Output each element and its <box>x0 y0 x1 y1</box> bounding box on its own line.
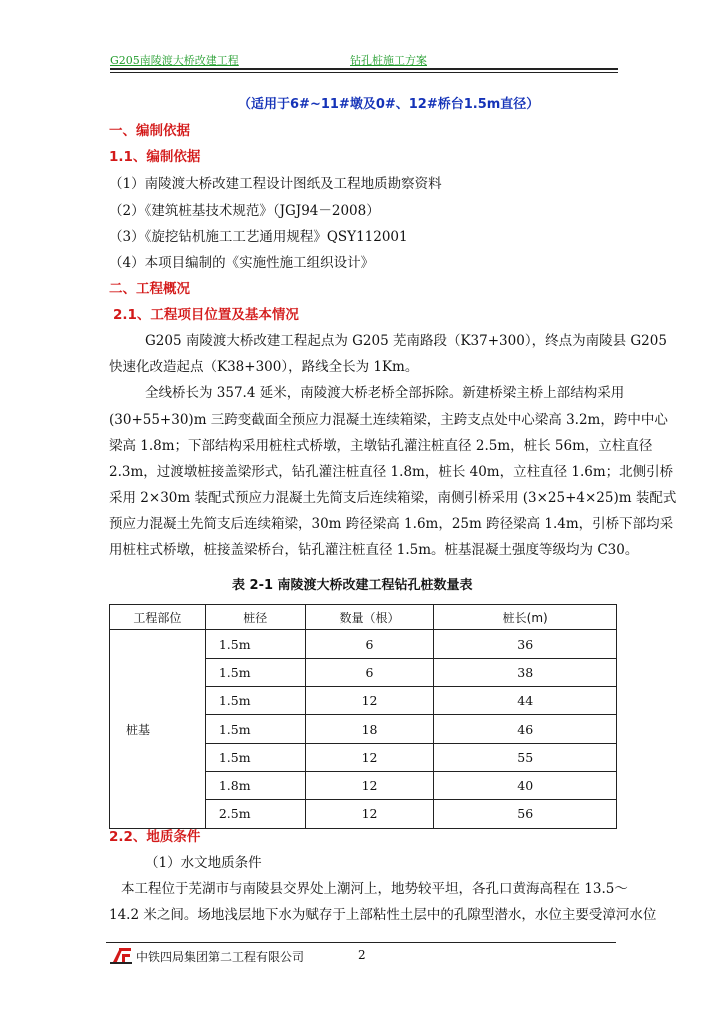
pile-quantity-table <box>109 604 617 829</box>
page-number: 2 <box>358 948 366 962</box>
table-caption: 表 2-1 南陵渡大桥改建工程钻孔桩数量表 <box>232 578 473 593</box>
para2-line-4: 2.3m，过渡墩桩接盖梁形式，钻孔灌注桩直径 1.8m，桩长 40m，立柱直径 1.6m；北侧引桥 <box>109 464 674 480</box>
col-header-diameter: 桩径 <box>205 605 305 630</box>
para2-line-7: 用桩柱式桥墩，桩接盖梁桥台，钻孔灌注桩直径 1.5m。桩基混凝土强度等级均为 C30。 <box>109 542 639 558</box>
para2-line-2: (30+55+30)m 三跨变截面全预应力混凝土连续箱梁，主跨支点处中心梁高 3.2m，跨中中心 <box>109 412 668 428</box>
section-2-heading: 二、工程概况 <box>109 281 190 297</box>
section-1-1-heading: 1.1、编制依据 <box>109 149 201 165</box>
cell-count: 12 <box>305 743 434 771</box>
cell-count: 6 <box>305 659 434 687</box>
section-2-2-heading: 2.2、地质条件 <box>109 829 201 845</box>
footer-company-name: 中铁四局集团第二工程有限公司 <box>136 950 305 964</box>
cell-diameter: 1.5m <box>205 630 305 659</box>
cell-diameter: 1.5m <box>205 743 305 771</box>
cell-count: 12 <box>305 687 434 715</box>
col-header-part: 工程部位 <box>110 605 206 630</box>
section-2-1-heading: 2.1、工程项目位置及基本情况 <box>113 307 299 323</box>
basis-item-3: （3）《旋挖钻机施工工艺通用规程》QSY112001 <box>109 229 408 245</box>
cell-count: 6 <box>305 630 434 659</box>
cell-length: 38 <box>434 659 617 687</box>
section-1-heading: 一、编制依据 <box>109 123 190 139</box>
cell-count: 12 <box>305 771 434 799</box>
basis-item-4: （4）本项目编制的《实施性施工组织设计》 <box>109 255 375 271</box>
cell-diameter: 2.5m <box>205 799 305 828</box>
table-row <box>110 630 617 659</box>
cell-length: 56 <box>434 799 617 828</box>
cell-diameter: 1.5m <box>205 687 305 715</box>
header-project-name: G205南陵渡大桥改建工程 <box>110 54 239 67</box>
scope-note: （适用于6#~11#墩及0#、12#桥台1.5m直径） <box>238 97 540 112</box>
cell-diameter: 1.8m <box>205 771 305 799</box>
cell-length: 36 <box>434 630 617 659</box>
header-rule-thin <box>110 72 618 73</box>
para1-line-2: 快速化改造起点（K38+300），路线全长为 1Km。 <box>109 359 419 375</box>
footer-rule <box>106 942 616 943</box>
para2-line-3: 梁高 1.8m；下部结构采用桩柱式桥墩，主墩钻孔灌注桩直径 2.5m，桩长 56m，立柱直径 <box>109 438 653 454</box>
cell-length: 40 <box>434 771 617 799</box>
cell-length: 46 <box>434 715 617 743</box>
table-header-row <box>110 605 617 630</box>
para3-line-2: 14.2 米之间。场地浅层地下水为赋存于上部粘性土层中的孔隙型潜水，水位主要受漳河水位 <box>109 907 657 923</box>
group-label-pile: 桩基 <box>110 630 206 829</box>
basis-item-1: （1）南陵渡大桥改建工程设计图纸及工程地质勘察资料 <box>109 176 442 192</box>
header-doc-title: 钻孔桩施工方案 <box>350 54 427 67</box>
basis-item-2: （2）《建筑桩基技术规范》（JGJ94－2008） <box>109 203 380 219</box>
cell-length: 55 <box>434 743 617 771</box>
para1-line-1: G205 南陵渡大桥改建工程起点为 G205 芜南路段（K37+300），终点为南陵县 G205 <box>145 333 667 349</box>
cell-length: 44 <box>434 687 617 715</box>
para2-line-5: 采用 2×30m 装配式预应力混凝土先简支后连续箱梁，南侧引桥采用 (3×25+4×25)m 装配式 <box>109 490 677 506</box>
para2-line-6: 预应力混凝土先简支后连续箱梁，30m 跨径梁高 1.6m，25m 跨径梁高 1.4m，引桥下部均采 <box>109 516 674 532</box>
hydro-geology-item: （1）水文地质条件 <box>145 855 262 871</box>
cell-diameter: 1.5m <box>205 715 305 743</box>
company-logo-icon <box>110 946 132 966</box>
cell-count: 18 <box>305 715 434 743</box>
para2-line-1: 全线桥长为 357.4 延米，南陵渡大桥老桥全部拆除。新建桥梁主桥上部结构采用 <box>145 385 625 401</box>
col-header-length: 桩长(m) <box>434 605 617 630</box>
col-header-count: 数量（根） <box>305 605 434 630</box>
cell-diameter: 1.5m <box>205 659 305 687</box>
para3-line-1: 本工程位于芜湖市与南陵县交界处上潮河上，地势较平坦，各孔口黄海高程在 13.5～ <box>121 881 628 897</box>
header-rule-thick <box>110 68 618 70</box>
cell-count: 12 <box>305 799 434 828</box>
page-header <box>110 52 616 66</box>
